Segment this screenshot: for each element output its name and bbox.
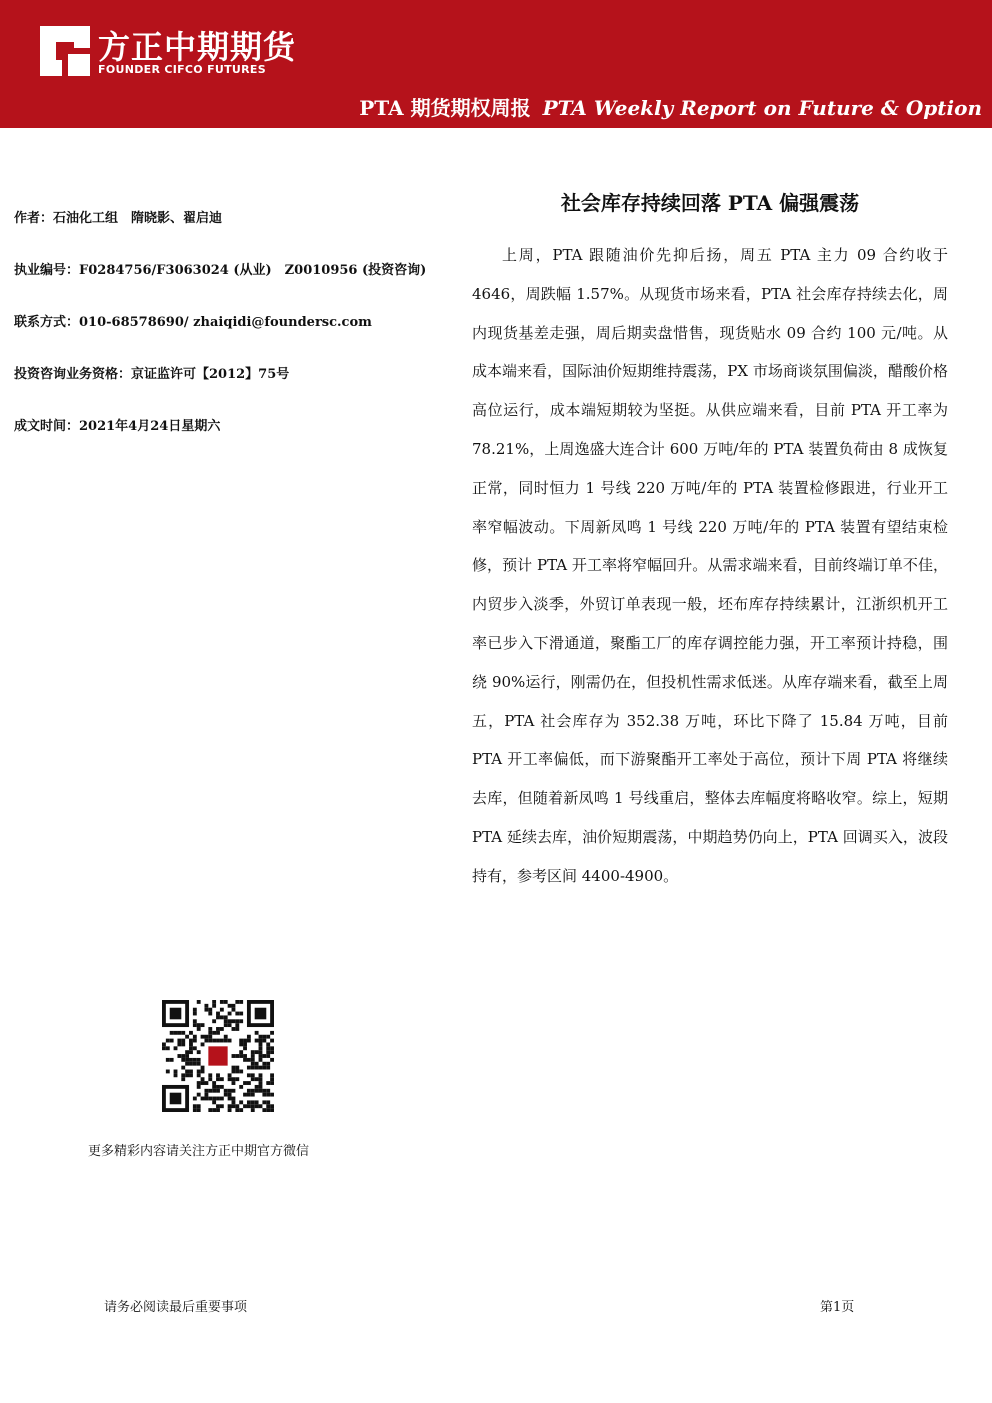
author-line: 作者：石油化工组 隋晓影、翟启迪: [14, 211, 223, 226]
contact-line: 联系方式：010-68578690/ zhaiqidi@foundersc.com: [14, 315, 372, 330]
report-title: [359, 92, 982, 121]
page-number: 第1页: [820, 1300, 855, 1315]
qr-code-icon: [162, 1000, 274, 1112]
report-title-en: PTA Weekly Report on Future & Option: [542, 96, 982, 120]
footer-notice: 请务必阅读最后重要事项: [104, 1300, 248, 1315]
article-title: 社会库存持续回落 PTA 偏强震荡: [560, 191, 860, 215]
qr-caption: 更多精彩内容请关注方正中期官方微信: [88, 1144, 310, 1159]
page-header: [0, 0, 992, 128]
article-body: 上周，PTA 跟随油价先抑后扬，周五 PTA 主力 09 合约收于 4646，周跌幅 1.57%。从现货市场来看，PTA 社会库存持续去化，周内现货基差走强，周后期卖盘惜售，现货贴水 09 合约 100 元/吨。从成本端来看，国际油价短期维持震荡，PX 市场商谈氛围偏淡，醋酸价格高位运行，成本端短期较为坚挺。从供应端来看，目前 PTA 开工率为 78.21%，上周逸盛大连合计 600 万吨/年的 PTA 装置负荷由 8 成恢复正常，同时恒力 1 号线 220 万吨/年的 PTA 装置检修跟进，行业开工率窄幅波动。下周新凤鸣 1 号线 220 万吨/年的 PTA 装置有望结束检修，预计 PTA 开工率将窄幅回升。从需求端来看，目前终端订单不佳，内贸步入淡季，外贸订单表现一般，坯布库存持续累计，江浙织机开工率已步入下滑通道，聚酯工厂的库存调控能力强，开工率预计持稳，围绕 90%运行，刚需仍在，但投机性需求低迷。从库存端来看，截至上周五，PTA 社会库存为 352.38 万吨，环比下降了 15.84 万吨，目前 PTA 开工率偏低，而下游聚酯开工率处于高位，预计下周 PTA 将继续去库，但随着新凤鸣 1 号线重启，整体去库幅度将略收窄。综上，短期 PTA 延续去库，油价短期震荡，中期趋势仍向上，PTA 回调买入，波段持有，参考区间 4400-4900。: [472, 246, 948, 885]
brand-name-cn: 方正中期期货: [98, 28, 297, 66]
date-line: 成文时间：2021年4月24日星期六: [14, 419, 221, 434]
founder-logo-icon: [40, 26, 90, 76]
brand-name-en: FOUNDER CIFCO FUTURES: [98, 63, 266, 76]
qualification-line: 投资咨询业务资格：京证监许可【2012】75号: [14, 367, 290, 382]
report-title-cn: PTA 期货期权周报: [359, 96, 531, 120]
license-line: 执业编号：F0284756/F3063024 (从业) Z0010956 (投资咨询): [14, 263, 427, 278]
